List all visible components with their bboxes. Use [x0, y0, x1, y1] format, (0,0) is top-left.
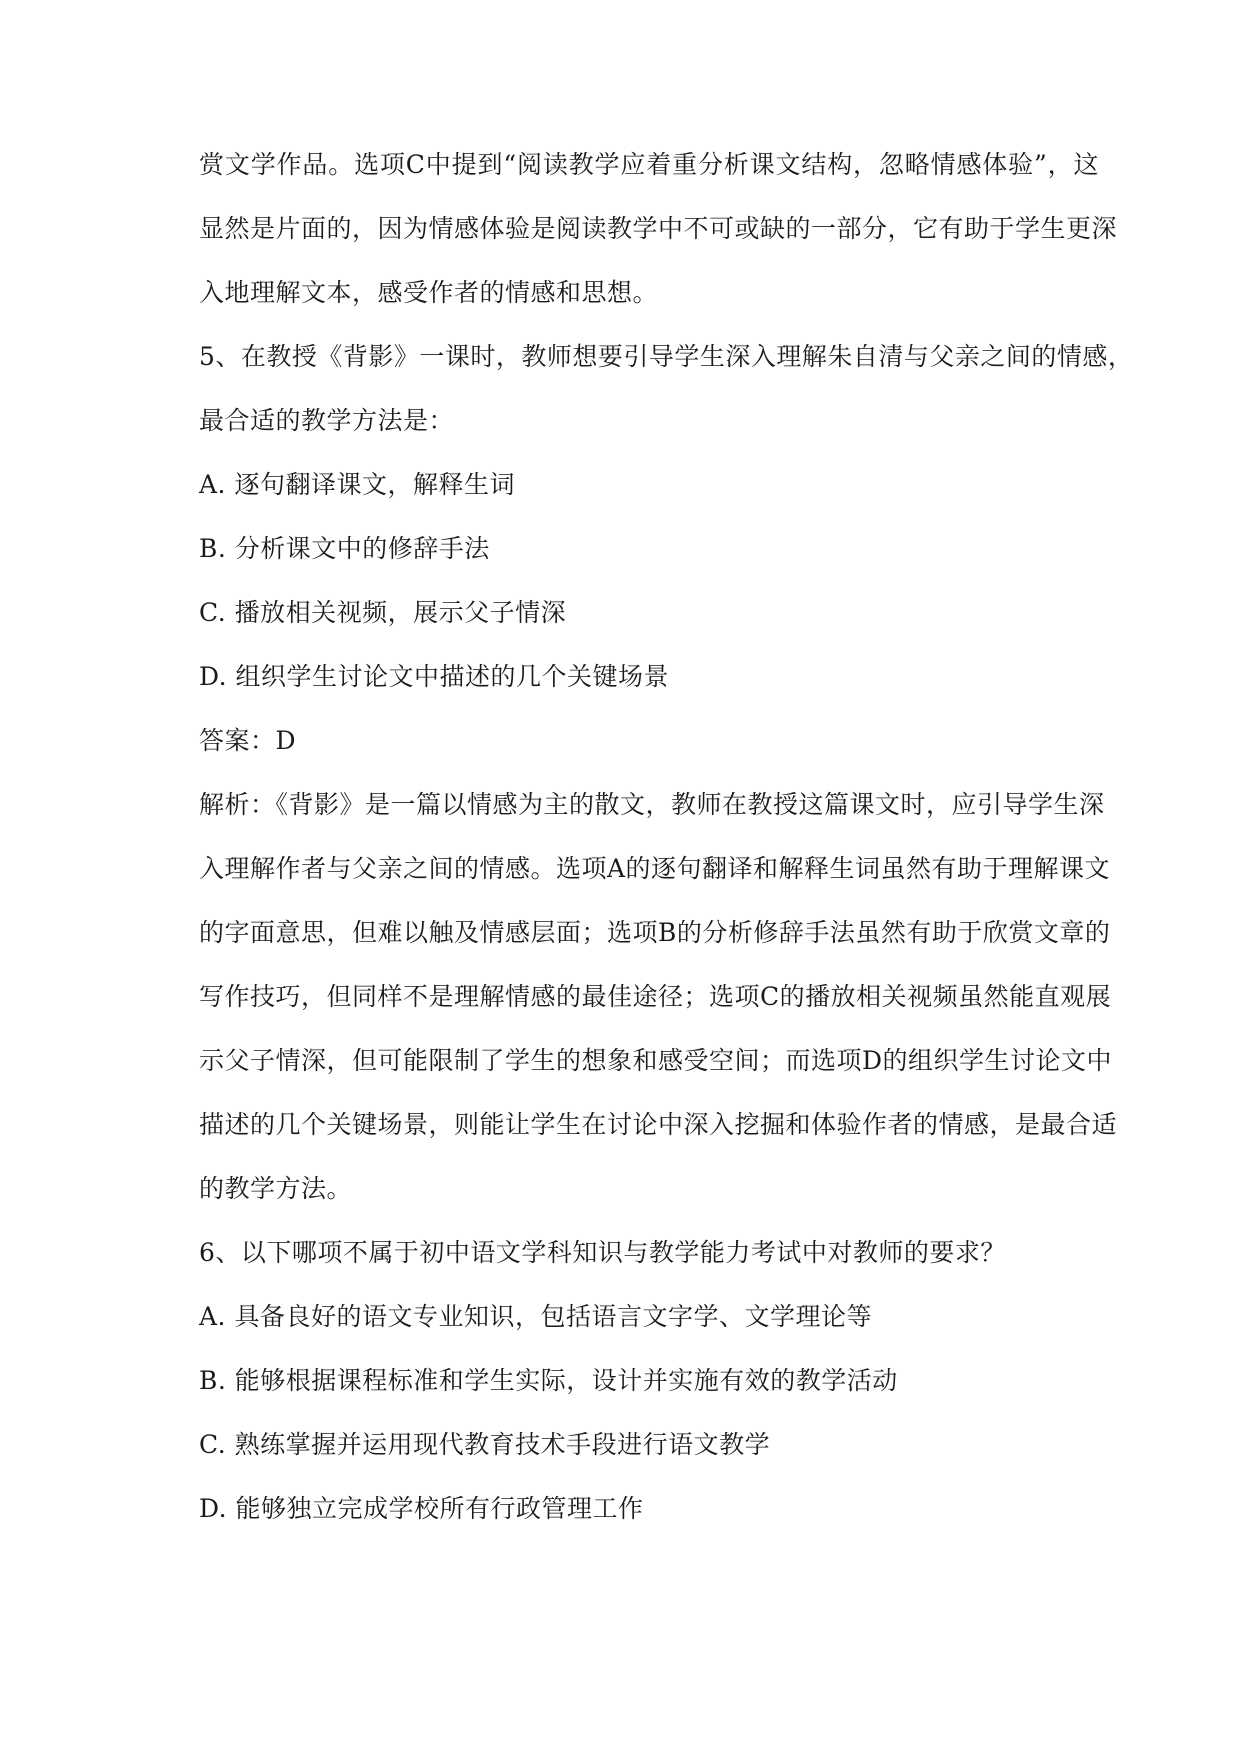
question-5-stem: 最合适的教学方法是：: [199, 406, 455, 435]
paragraph-line: 显然是片面的，因为情感体验是阅读教学中不可或缺的一部分，它有助于学生更深: [199, 214, 1118, 243]
question-5-analysis-line: 的教学方法。: [199, 1174, 353, 1203]
question-6-option-d: D. 能够独立完成学校所有行政管理工作: [199, 1494, 644, 1523]
paragraph-line: 入地理解文本，感受作者的情感和思想。: [199, 278, 659, 307]
question-5-analysis-line: 的字面意思，但难以触及情感层面；选项B的分析修辞手法虽然有助于欣赏文章的: [199, 918, 1111, 947]
question-5-option-a: A. 逐句翻译课文，解释生词: [199, 470, 515, 499]
question-5-stem: 5、在教授《背影》一课时，教师想要引导学生深入理解朱自清与父亲之间的情感，: [199, 342, 1134, 371]
question-6-option-c: C. 熟练掌握并运用现代教育技术手段进行语文教学: [199, 1430, 771, 1459]
question-6-option-b: B. 能够根据课程标准和学生实际，设计并实施有效的教学活动: [199, 1366, 898, 1395]
paragraph-line: 赏文学作品。选项C中提到“阅读教学应着重分析课文结构，忽略情感体验”，这: [199, 150, 1099, 179]
question-5-option-c: C. 播放相关视频，展示父子情深: [199, 598, 567, 627]
question-5-answer: 答案：D: [199, 726, 297, 755]
question-5-analysis-line: 解析：《背影》是一篇以情感为主的散文，教师在教授这篇课文时，应引导学生深: [199, 790, 1105, 819]
question-5-option-d: D. 组织学生讨论文中描述的几个关键场景: [199, 662, 670, 691]
question-5-option-b: B. 分析课文中的修辞手法: [199, 534, 490, 563]
question-5-analysis-line: 写作技巧，但同样不是理解情感的最佳途径；选项C的播放相关视频虽然能直观展: [199, 982, 1112, 1011]
question-5-analysis-line: 入理解作者与父亲之间的情感。选项A的逐句翻译和解释生词虽然有助于理解课文: [199, 854, 1111, 883]
question-6-stem: 6、以下哪项不属于初中语文学科知识与教学能力考试中对教师的要求？: [199, 1238, 1006, 1267]
question-6-option-a: A. 具备良好的语文专业知识，包括语言文字学、文学理论等: [199, 1302, 872, 1331]
question-5-analysis-line: 示父子情深，但可能限制了学生的想象和感受空间；而选项D的组织学生讨论文中: [199, 1046, 1113, 1075]
question-5-analysis-line: 描述的几个关键场景，则能让学生在讨论中深入挖掘和体验作者的情感，是最合适: [199, 1110, 1118, 1139]
